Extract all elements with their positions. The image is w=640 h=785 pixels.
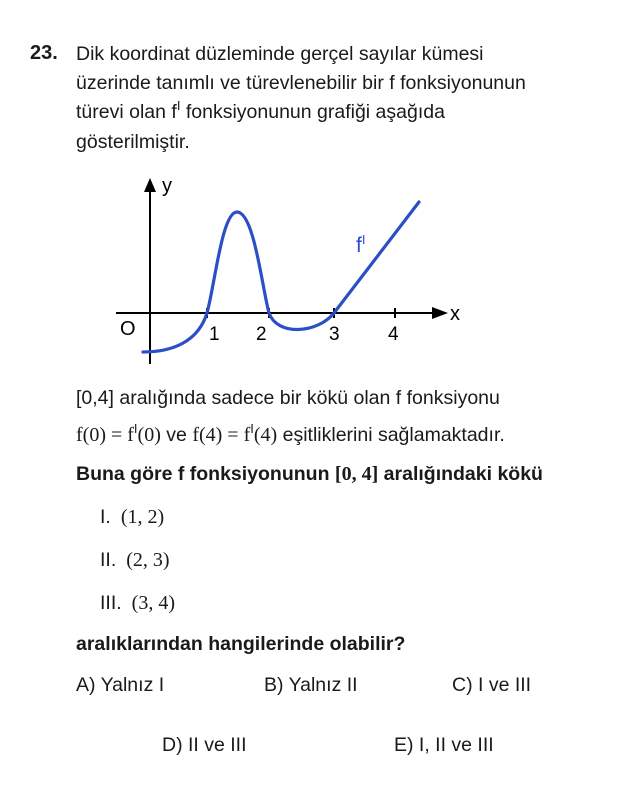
y-axis-arrow-icon [144, 178, 156, 192]
equation-connector: ve [160, 424, 193, 446]
x-tick-label-3: 3 [329, 324, 340, 345]
stem-line-3 [76, 98, 616, 128]
stem-line-3a: türevi olan f [76, 101, 177, 123]
stem-line-3b: fonksiyonunun grafiği aşağıda [180, 101, 445, 123]
y-axis-label: y [162, 175, 172, 197]
option-iii [100, 592, 175, 615]
question-stem [76, 40, 616, 157]
prompt-lead: Buna göre f fonksiyonunun [76, 463, 335, 485]
option-numeral: I. [100, 506, 111, 528]
equation-2-left: f(4) = f [192, 424, 251, 446]
stem-line-4: gösterilmiştir. [76, 131, 190, 153]
option-numeral: II. [100, 549, 117, 571]
answer-d[interactable]: D) II ve III [162, 734, 247, 756]
question-closing: aralıklarından hangilerinde olabilir? [76, 633, 406, 655]
equation-1-right: (0) [137, 424, 161, 446]
graph-svg [112, 172, 472, 372]
option-ii [100, 549, 170, 572]
prompt-tail: aralığındaki kökü [378, 463, 543, 485]
prime-mark: I [250, 421, 254, 436]
question-prompt [76, 463, 543, 486]
option-i [100, 506, 164, 529]
x-axis-arrow-icon [432, 307, 448, 319]
answer-e[interactable]: E) I, II ve III [394, 734, 494, 756]
answer-c[interactable]: C) I ve III [452, 674, 532, 696]
condition-line-2 [76, 421, 505, 447]
derivative-graph [112, 172, 472, 372]
prime-mark: I [133, 421, 138, 436]
stem-line-2: üzerinde tanımlı ve türevlenebilir bir f fonksiyonunun [76, 72, 526, 94]
option-numeral: III. [100, 592, 122, 614]
answer-a[interactable]: A) Yalnız I [76, 674, 165, 696]
prime-mark: I [176, 98, 181, 113]
condition-line-1: [0,4] aralığında sadece bir kökü olan f fonksiyonu [76, 387, 500, 409]
prompt-interval: [0, 4] [334, 463, 379, 485]
x-axis-label: x [450, 303, 460, 325]
curve-label: $f^I$ [356, 232, 366, 257]
option-value: (1, 2) [120, 506, 165, 528]
x-tick-label-1: 1 [209, 324, 220, 345]
stem-line-1: Dik koordinat düzleminde gerçel sayılar kümesi [76, 43, 484, 65]
answer-b[interactable]: B) Yalnız II [264, 674, 358, 696]
f-prime-curve [143, 202, 419, 352]
option-value: (2, 3) [126, 549, 170, 571]
x-tick-label-4: 4 [388, 324, 399, 345]
option-value: (3, 4) [131, 592, 175, 614]
equation-tail: eşitliklerini sağlamaktadır. [277, 424, 505, 446]
equation-2-right: (4) [253, 424, 278, 446]
x-tick-label-2: 2 [256, 324, 267, 345]
question-number: 23. [30, 42, 58, 64]
equation-1-left: f(0) = f [76, 424, 134, 446]
origin-label: O [120, 318, 136, 340]
